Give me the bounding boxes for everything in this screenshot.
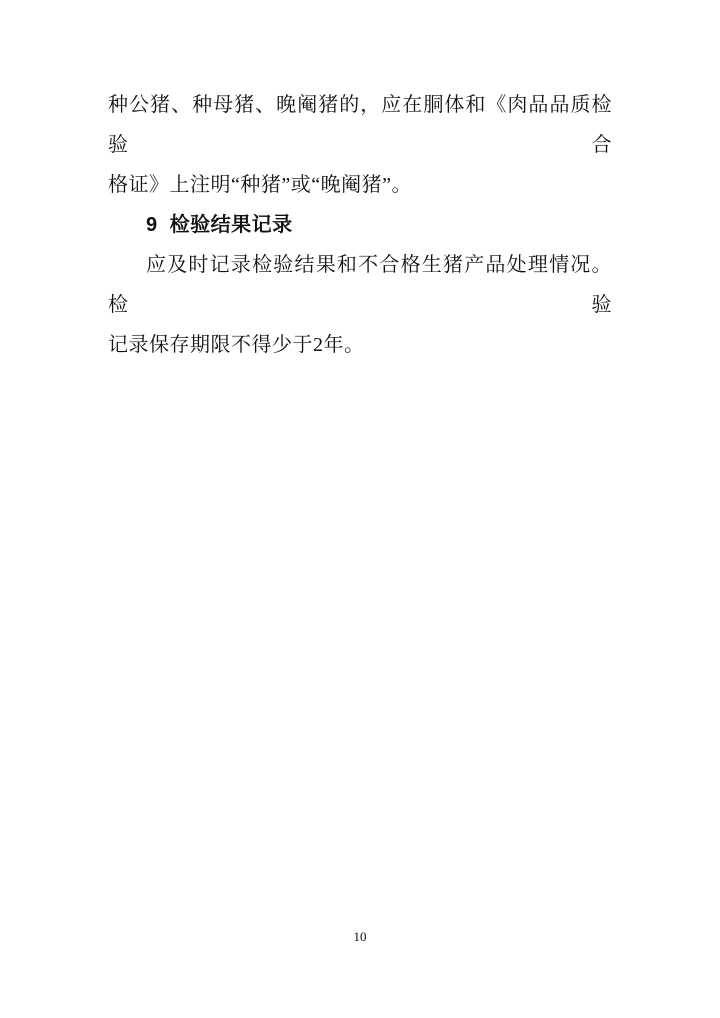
document-body [108, 85, 612, 365]
section-heading-number: 9 [146, 214, 158, 236]
paragraph2-line1: 应及时记录检验结果和不合格生猪产品处理情况。检验 [108, 254, 612, 316]
paragraph1-line1: 种公猪、种母猪、晚阉猪的，应在胴体和《肉品品质检验合 [108, 94, 612, 156]
page-number: 10 [353, 929, 367, 944]
paragraph2-line2: 记录保存期限不得少于2年。 [108, 334, 365, 356]
section-heading [108, 205, 612, 245]
paragraph1-line2: 格证》上注明“种猪”或“晚阉猪”。 [108, 174, 413, 196]
section-heading-title: 检验结果记录 [169, 214, 293, 236]
